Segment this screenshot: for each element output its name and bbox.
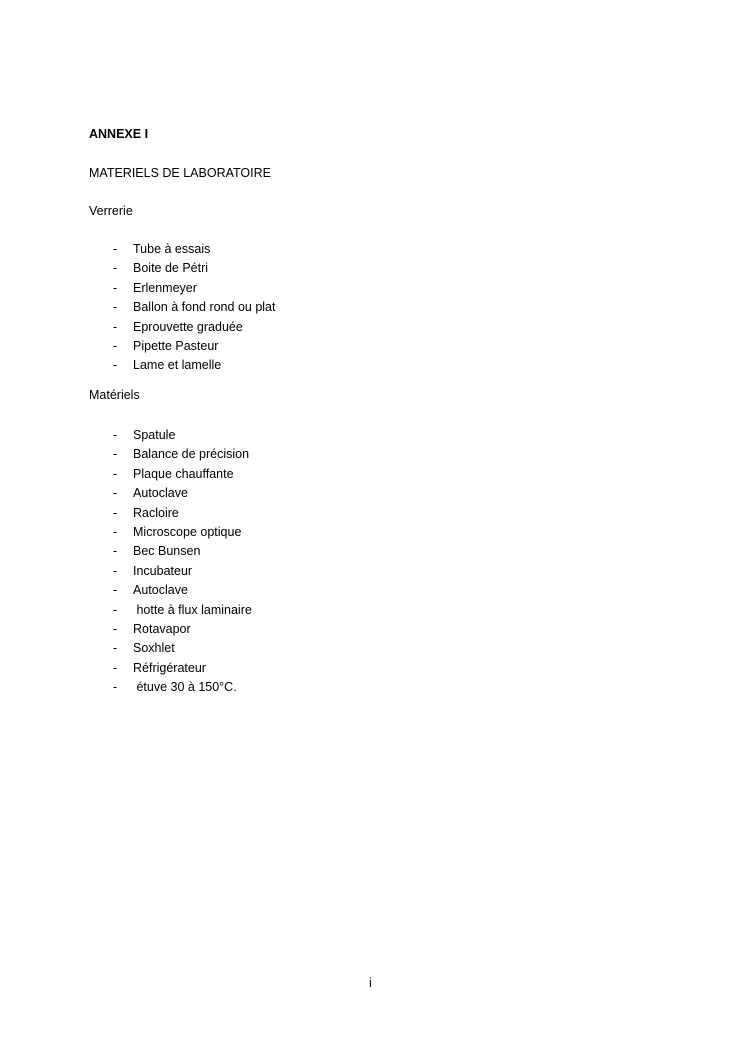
- bullet-dash: -: [113, 428, 118, 442]
- list-item-label: Autoclave: [133, 486, 188, 501]
- page-number: i: [369, 976, 372, 990]
- bullet-dash: -: [113, 524, 118, 539]
- list-item-label: Boite de Pétri: [133, 261, 209, 276]
- bullet-dash: -: [113, 680, 118, 695]
- bullet-dash: -: [113, 602, 118, 617]
- list-item-label: Erlenmeyer: [133, 280, 197, 295]
- list-item-label: Ballon à fond rond ou plat: [133, 300, 276, 315]
- bullet-dash: -: [113, 621, 118, 636]
- list-item-label: hotte à flux laminaire: [133, 602, 252, 617]
- list-item-label: Plaque chauffante: [133, 466, 234, 481]
- annex-title: ANNEXE I: [89, 127, 149, 141]
- section-heading-materiels: Matériels: [89, 388, 140, 402]
- list-item-label: Microscope optique: [133, 524, 242, 539]
- bullet-dash: -: [113, 242, 118, 256]
- bullet-dash: -: [113, 486, 118, 501]
- bullet-dash: -: [113, 505, 118, 520]
- bullet-dash: -: [113, 583, 118, 598]
- list-item-label: Eprouvette graduée: [133, 319, 243, 334]
- list-item-label: Spatule: [133, 428, 176, 442]
- list-item-label: Réfrigérateur: [133, 660, 206, 675]
- list-item-label: Rotavapor: [133, 621, 191, 636]
- list-item-label: Bec Bunsen: [133, 544, 201, 559]
- bullet-dash: -: [113, 319, 118, 334]
- list-item-label: Tube à essais: [133, 242, 211, 256]
- bullet-dash: -: [113, 280, 118, 295]
- list-item-label: Soxhlet: [133, 641, 175, 656]
- list-item-label: Racloire: [133, 505, 179, 520]
- section-heading-verrerie: Verrerie: [89, 204, 133, 218]
- bullet-dash: -: [113, 544, 118, 559]
- bullet-dash: -: [113, 563, 118, 578]
- bullet-dash: -: [113, 641, 118, 656]
- document-subtitle: MATERIELS DE LABORATOIRE: [89, 166, 271, 180]
- list-item-label: Incubateur: [133, 563, 193, 578]
- list-item-label: Pipette Pasteur: [133, 338, 219, 353]
- bullet-dash: -: [113, 358, 118, 373]
- list-item-label: Balance de précision: [133, 447, 250, 462]
- bullet-dash: -: [113, 466, 118, 481]
- bullet-dash: -: [113, 300, 118, 315]
- bullet-dash: -: [113, 261, 118, 276]
- list-item-label: Lame et lamelle: [133, 358, 222, 373]
- list-item-label: Autoclave: [133, 583, 188, 598]
- list-item-label: étuve 30 à 150°C.: [133, 680, 237, 695]
- bullet-dash: -: [113, 338, 118, 353]
- bullet-dash: -: [113, 660, 118, 675]
- bullet-dash: -: [113, 447, 118, 462]
